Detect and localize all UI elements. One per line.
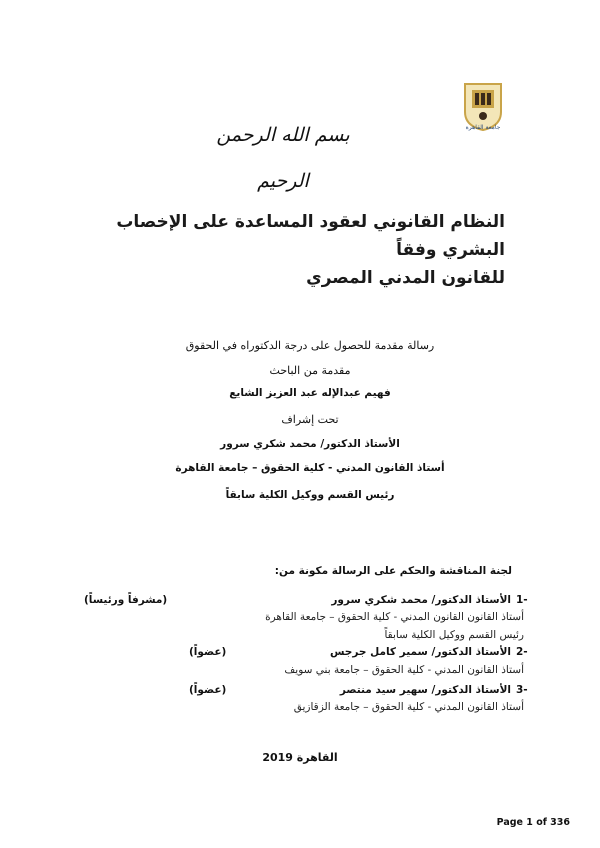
logo-caption: جامعة القاهرة: [465, 124, 501, 131]
thesis-purpose: رسالة مقدمة للحصول على درجة الدكتوراه في الحقوق: [185, 339, 435, 352]
basmala-text: بسم الله الرحمن الرحيم: [216, 124, 350, 192]
supervisor-position: أستاذ القانون المدني - كلية الحقوق – جامعة القاهرة: [175, 462, 445, 474]
member-2-name: الأستاذ الدكتور/ سمير كامل جرجس: [329, 646, 511, 658]
title-line-2: للقانون المدني المصري: [306, 268, 505, 288]
researcher-name: فهيم عبدالإله عبد العزيز الشايع: [229, 387, 391, 399]
title-line-1: النظام القانوني لعقود المساعدة على الإخصاب البشري وفقاً: [116, 212, 505, 260]
member-2-role: (عضواً): [189, 646, 227, 658]
thesis-title: [85, 208, 505, 292]
supervisor-former-role: رئيس القسم ووكيل الكلية سابقاً: [225, 489, 395, 501]
member-2-position: أستاذ القانون المدني - كلية الحقوق – جامعة بني سويف: [284, 664, 524, 676]
presented-by-label: مقدمة من الباحث: [269, 364, 351, 377]
committee-heading: لجنة المناقشة والحكم على الرسالة مكونة من:: [274, 565, 512, 577]
page-number: Page 1 of 336: [496, 817, 570, 828]
member-3-role: (عضواً): [189, 684, 227, 696]
basmala-calligraphy: [198, 112, 368, 192]
cairo-university-logo: [461, 80, 505, 134]
supervisor-name: الأستاذ الدكتور/ محمد شكري سرور: [220, 438, 400, 450]
supervision-label: تحت إشراف: [281, 413, 339, 426]
member-2-number: 2-: [516, 646, 528, 658]
member-3-position: أستاذ القانون المدني - كلية الحقوق – جامعة الزقازيق: [293, 701, 524, 713]
member-3-number: 3-: [516, 684, 528, 696]
member-1-number: 1-: [516, 594, 528, 606]
member-3-name: الأستاذ الدكتور/ سهير سيد منتصر: [339, 684, 511, 696]
member-1-name: الأستاذ الدكتور/ محمد شكري سرور: [331, 594, 511, 606]
member-1-role: (مشرفاً ورئيساً): [84, 594, 168, 606]
place-year: القاهرة 2019: [262, 751, 338, 764]
member-1-former-role: رئيس القسم ووكيل الكلية سابقاً: [384, 629, 524, 641]
member-1-position: أستاذ القانون القانون المدني - كلية الحقوق – جامعة القاهرة: [265, 611, 524, 623]
